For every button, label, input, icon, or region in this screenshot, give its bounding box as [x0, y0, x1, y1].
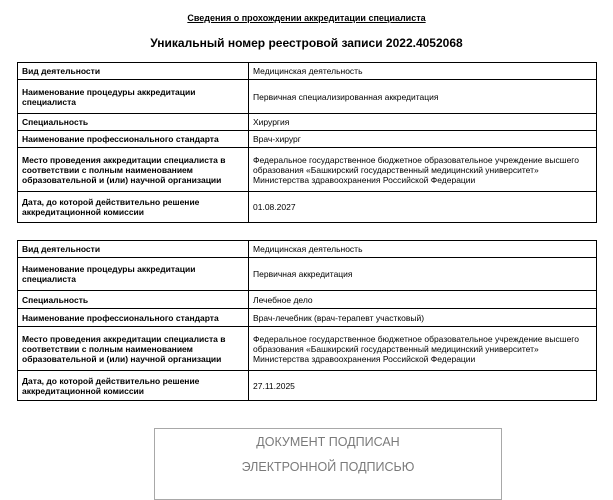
table-row [18, 291, 597, 309]
table-row [18, 258, 597, 291]
standard-value: Врач-лечебник (врач-терапевт участковый) [249, 309, 597, 327]
table-row [18, 192, 597, 223]
table-row [18, 63, 597, 80]
table-row [18, 371, 597, 401]
stamp-line-2: ЭЛЕКТРОННОЙ ПОДПИСЬЮ [241, 460, 415, 474]
activity-value: Медицинская деятельность [249, 63, 597, 80]
table-row [18, 241, 597, 258]
standard-label: Наименование профессионального стандарта [18, 131, 249, 148]
table-row [18, 80, 597, 114]
activity-label: Вид деятельности [18, 63, 249, 80]
accreditation-record-table [17, 240, 597, 401]
date-label: Дата, до которой действительно решение аккредитационной комиссии [18, 371, 249, 401]
accreditation-record-table [17, 62, 597, 223]
activity-value: Медицинская деятельность [249, 241, 597, 258]
document-heading: Сведения о прохождении аккредитации специалиста [187, 13, 426, 23]
procedure-value: Первичная аккредитация [249, 258, 597, 291]
date-value: 01.08.2027 [249, 192, 597, 223]
electronic-signature-stamp [154, 428, 502, 500]
date-label: Дата, до которой действительно решение аккредитационной комиссии [18, 192, 249, 223]
activity-label: Вид деятельности [18, 241, 249, 258]
procedure-value: Первичная специализированная аккредитация [249, 80, 597, 114]
stamp-line-1: ДОКУМЕНТ ПОДПИСАН [256, 435, 400, 449]
table-row [18, 148, 597, 192]
specialty-label: Специальность [18, 291, 249, 309]
place-value: Федеральное государственное бюджетное образовательное учреждение высшего образования «Башкирский государственный медицинский университет» Министерства здравоохранения Российской Федерации [249, 327, 597, 371]
place-label: Место проведения аккредитации специалиста в соответствии с полным наименованием образовательной и (или) научной организации [18, 148, 249, 192]
place-value: Федеральное государственное бюджетное образовательное учреждение высшего образования «Башкирский государственный медицинский университет» Министерства здравоохранения Российской Федерации [249, 148, 597, 192]
table-row [18, 114, 597, 131]
table-row [18, 327, 597, 371]
specialty-value: Хирургия [249, 114, 597, 131]
procedure-label: Наименование процедуры аккредитации специалиста [18, 80, 249, 114]
registry-number-line: Уникальный номер реестровой записи 2022.4052068 [150, 36, 463, 50]
table-row [18, 131, 597, 148]
standard-value: Врач-хирург [249, 131, 597, 148]
table-row [18, 309, 597, 327]
specialty-label: Специальность [18, 114, 249, 131]
specialty-value: Лечебное дело [249, 291, 597, 309]
date-value: 27.11.2025 [249, 371, 597, 401]
standard-label: Наименование профессионального стандарта [18, 309, 249, 327]
procedure-label: Наименование процедуры аккредитации специалиста [18, 258, 249, 291]
place-label: Место проведения аккредитации специалиста в соответствии с полным наименованием образовательной и (или) научной организации [18, 327, 249, 371]
